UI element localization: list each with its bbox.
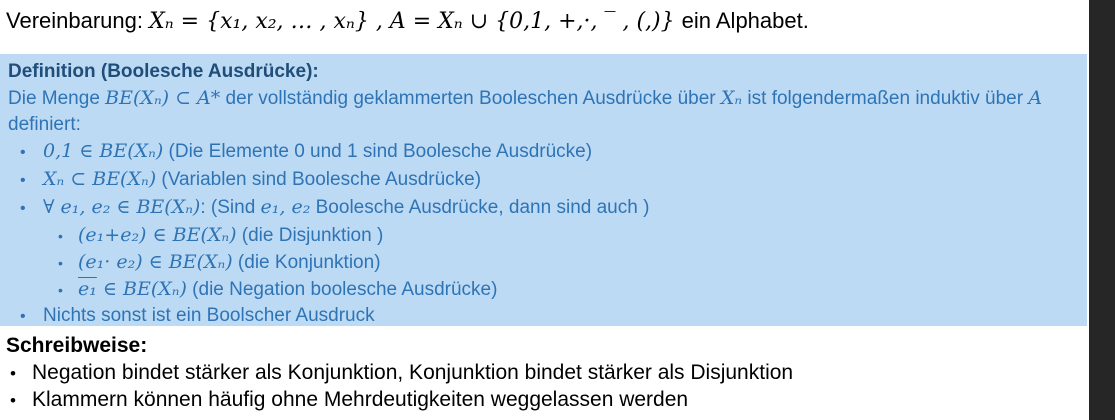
text-segment: definiert:	[8, 114, 81, 135]
bullet-item	[8, 276, 1079, 303]
bullet-icon: •	[20, 308, 26, 325]
bullet-icon: •	[20, 144, 26, 161]
bullet-icon: •	[10, 391, 16, 410]
bullet-text	[43, 194, 1079, 221]
text-segment: (Die Elemente 0 und 1 sind Boolesche Ausdrücke)	[163, 141, 593, 162]
bullet-item	[8, 194, 1079, 222]
math-segment: BE(Xₙ) ⊂ A*	[105, 87, 221, 109]
definition-box-intro	[8, 85, 1074, 138]
notation-section	[6, 332, 1081, 414]
math-segment: (e₁+e₂) ∈ BE(Xₙ)	[78, 224, 237, 246]
bullet-text	[43, 303, 1079, 329]
bullet-item	[8, 138, 1079, 166]
math-segment: e₁, e₂	[260, 196, 311, 218]
bullet-item	[8, 303, 1079, 330]
bullet-text: Klammern können häufig ohne Mehrdeutigkeiten weggelassen werden	[32, 388, 689, 411]
bullet-text	[78, 249, 1079, 276]
text-segment: der vollständig geklammerten Booleschen Ausdrücke über	[220, 88, 721, 109]
bullet-icon: •	[20, 200, 26, 217]
text-segment: (die Negation boolesche Ausdrücke)	[186, 279, 498, 300]
math-segment: A	[1028, 87, 1043, 109]
math-segment: Xₙ = {x₁, x₂, … , xₙ} , A = Xₙ ∪ {0,1, +,·, ‾ , (,)}	[149, 9, 682, 34]
bullet-icon: •	[10, 364, 16, 383]
bullet-item	[8, 222, 1079, 249]
bullet-item	[8, 166, 1079, 194]
bullet-text	[43, 138, 1079, 165]
bullet-icon: •	[20, 172, 26, 189]
math-segment: ∈ BE(Xₙ)	[96, 278, 187, 300]
bullet-icon: •	[58, 255, 63, 271]
text-segment: (die Disjunktion )	[236, 225, 384, 246]
text-segment: Nichts sonst ist ein Boolscher Ausdruck	[43, 305, 375, 326]
screen-edge-strip	[1089, 0, 1115, 420]
math-segment: (e₁· e₂) ∈ BE(Xₙ)	[78, 251, 233, 273]
text-segment: (die Konjunktion)	[232, 252, 381, 273]
bullet-text	[78, 276, 1079, 303]
math-segment: ∀ e₁, e₂ ∈ BE(Xₙ)	[43, 196, 201, 218]
text-segment: ein Alphabet.	[681, 8, 809, 33]
bullet-icon: •	[58, 228, 63, 244]
bullet-text	[78, 222, 1079, 249]
text-segment: Boolesche Ausdrücke, dann sind auch )	[310, 197, 650, 218]
text-segment: (Variablen sind Boolesche Ausdrücke)	[156, 169, 482, 190]
bullet-text: Negation bindet stärker als Konjunktion, Konjunktion bindet stärker als Disjunktion	[32, 361, 794, 384]
text-segment: Die Menge	[8, 88, 106, 109]
notation-bullet-list	[6, 360, 1081, 414]
math-segment: 0,1 ∈ BE(Xₙ)	[43, 140, 164, 162]
bullet-item	[6, 387, 1081, 414]
math-segment: Xₙ ⊂ BE(Xₙ)	[43, 168, 157, 190]
text-segment: : (Sind	[200, 197, 261, 218]
text-segment: Vereinbarung:	[6, 8, 150, 33]
text-segment: ist folgendermaßen induktiv über	[742, 88, 1029, 109]
math-segment: Xₙ	[720, 87, 743, 109]
bullet-item	[8, 249, 1079, 276]
definition-box-title: Definition (Boolesche Ausdrücke):	[8, 61, 319, 82]
definition-box	[0, 54, 1087, 326]
agreement-line	[6, 6, 1081, 37]
bullet-icon: •	[58, 282, 63, 298]
bullet-item	[6, 360, 1081, 387]
bullet-text	[43, 166, 1079, 193]
definition-bullet-list	[8, 138, 1079, 330]
notation-title: Schreibweise:	[6, 334, 148, 357]
math-segment: e₁	[78, 278, 97, 300]
